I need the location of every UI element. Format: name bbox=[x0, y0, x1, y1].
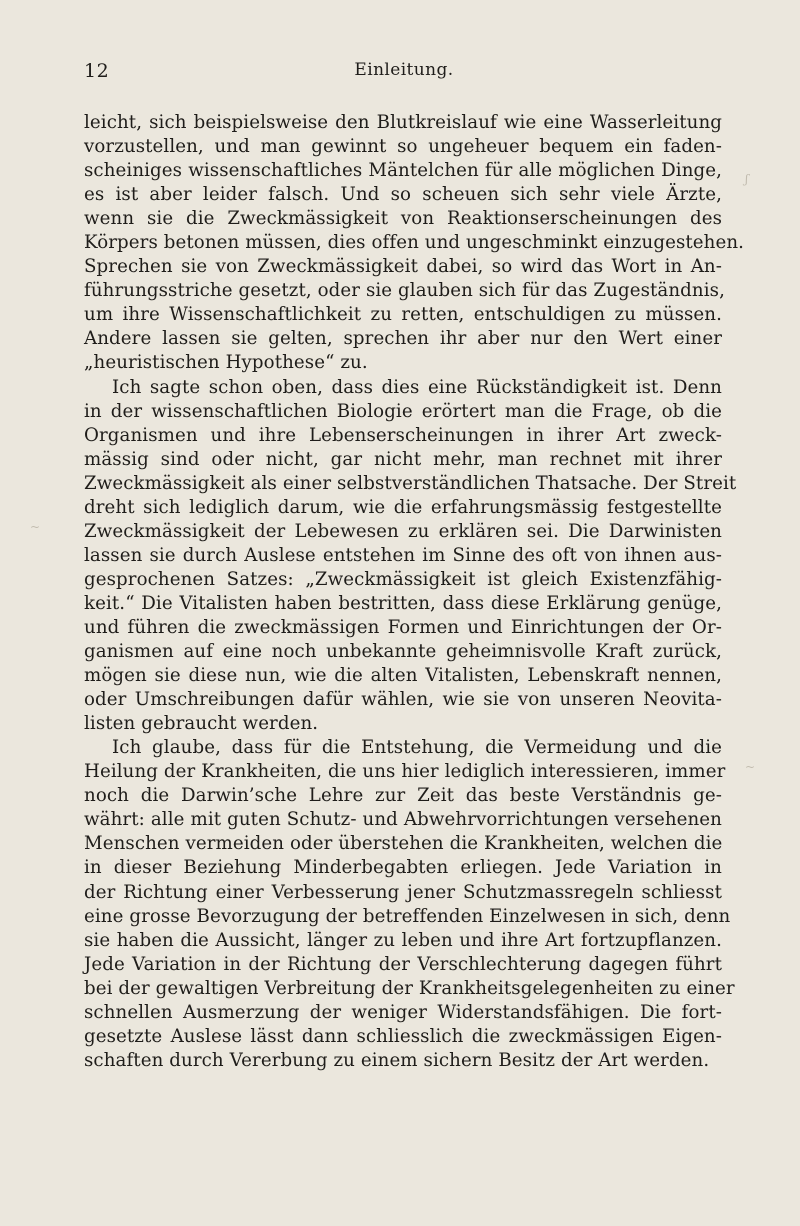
text-line: Organismen und ihre Lebenserscheinungen in ihrer Art zweck- bbox=[84, 424, 722, 446]
margin-bleed-mark: ʃ bbox=[745, 172, 749, 186]
text-line: mögen sie diese nun, wie die alten Vitalisten, Lebenskraft nennen, bbox=[84, 665, 722, 687]
text-line: gesprochenen Satzes: „Zweckmässigkeit ist gleich Existenzfähig- bbox=[84, 568, 722, 590]
text-line: Zweckmässigkeit der Lebewesen zu erklären sei. Die Darwinisten bbox=[84, 520, 722, 542]
text-line: schnellen Ausmerzung der weniger Widerstandsfähigen. Die fort- bbox=[84, 1001, 722, 1023]
text-line: dreht sich lediglich darum, wie die erfahrungsmässig festgestellte bbox=[84, 496, 722, 518]
margin-bleed-mark: ~ bbox=[30, 520, 41, 534]
text-line: Heilung der Krankheiten, die uns hier lediglich interessieren, immer bbox=[84, 761, 726, 783]
text-line: eine grosse Bevorzugung der betreffenden Einzelwesen in sich, denn bbox=[84, 905, 731, 927]
text-line: noch die Darwin’sche Lehre zur Zeit das beste Verständnis ge- bbox=[84, 785, 722, 807]
text-line: oder Umschreibungen dafür wählen, wie sie von unseren Neovita- bbox=[84, 689, 722, 711]
page-number: 12 bbox=[84, 60, 110, 82]
text-line: wenn sie die Zweckmässigkeit von Reaktionserscheinungen des bbox=[84, 208, 722, 230]
text-line: in dieser Beziehung Minderbegabten erliegen. Jede Variation in bbox=[84, 857, 722, 879]
text-line: führungsstriche gesetzt, oder sie glauben sich für das Zugeständnis, bbox=[84, 280, 725, 302]
paragraph bbox=[84, 376, 737, 737]
text-line: währt: alle mit guten Schutz- und Abwehrvorrichtungen versehenen bbox=[84, 809, 722, 831]
text-line: Ich sagte schon oben, dass dies eine Rückständigkeit ist. Denn bbox=[112, 376, 722, 398]
text-line: „heuristischen Hypothese“ zu. bbox=[84, 352, 368, 374]
text-line: keit.“ Die Vitalisten haben bestritten, dass diese Erklärung genüge, bbox=[84, 592, 722, 614]
paragraph bbox=[84, 111, 745, 376]
text-line: und führen die zweckmässigen Formen und Einrichtungen der Or- bbox=[84, 616, 722, 638]
text-line: gesetzte Auslese lässt dann schliesslich die zweckmässigen Eigen- bbox=[84, 1025, 722, 1047]
text-line: bei der gewaltigen Verbreitung der Krankheitsgelegenheiten zu einer bbox=[84, 977, 735, 999]
text-line: schaften durch Vererbung zu einem sichern Besitz der Art werden. bbox=[84, 1049, 710, 1071]
text-line: der Richtung einer Verbesserung jener Schutzmassregeln schliesst bbox=[84, 881, 722, 903]
text-line: Andere lassen sie gelten, sprechen ihr aber nur den Wert einer bbox=[84, 328, 722, 350]
body-text bbox=[84, 111, 745, 1073]
text-line: Zweckmässigkeit als einer selbstverständlichen Thatsache. Der Streit bbox=[84, 472, 737, 494]
text-line: Jede Variation in der Richtung der Verschlechterung dagegen führt bbox=[84, 953, 722, 975]
text-line: in der wissenschaftlichen Biologie erörtert man die Frage, ob die bbox=[84, 400, 722, 422]
text-line: scheiniges wissenschaftliches Mäntelchen für alle möglichen Dinge, bbox=[84, 160, 722, 182]
text-line: Sprechen sie von Zweckmässigkeit dabei, so wird das Wort in An- bbox=[84, 256, 722, 278]
text-line: lassen sie durch Auslese entstehen im Sinne des oft von ihnen aus- bbox=[84, 544, 722, 566]
paragraph bbox=[84, 736, 735, 1073]
margin-bleed-mark: ~ bbox=[745, 760, 756, 774]
text-line: Menschen vermeiden oder überstehen die Krankheiten, welchen die bbox=[84, 833, 723, 855]
text-line: mässig sind oder nicht, gar nicht mehr, man rechnet mit ihrer bbox=[84, 448, 722, 470]
text-line: listen gebraucht werden. bbox=[84, 713, 319, 735]
text-line: um ihre Wissenschaftlichkeit zu retten, entschuldigen zu müssen. bbox=[84, 304, 722, 326]
text-line: es ist aber leider falsch. Und so scheuen sich sehr viele Ärzte, bbox=[84, 184, 722, 206]
text-line: leicht, sich beispielsweise den Blutkreislauf wie eine Wasserleitung bbox=[84, 112, 722, 133]
running-title: Einleitung. bbox=[354, 60, 454, 80]
text-line: ganismen auf eine noch unbekannte geheimnisvolle Kraft zurück, bbox=[84, 641, 722, 663]
text-line: sie haben die Aussicht, länger zu leben und ihre Art fortzupflanzen. bbox=[84, 929, 722, 951]
page-header bbox=[84, 60, 724, 88]
text-line: Körpers betonen müssen, dies offen und ungeschminkt einzugestehen. bbox=[84, 232, 745, 254]
text-line: Ich glaube, dass für die Entstehung, die Vermeidung und die bbox=[112, 737, 722, 759]
text-line: vorzustellen, und man gewinnt so ungeheuer bequem ein faden- bbox=[84, 136, 722, 158]
